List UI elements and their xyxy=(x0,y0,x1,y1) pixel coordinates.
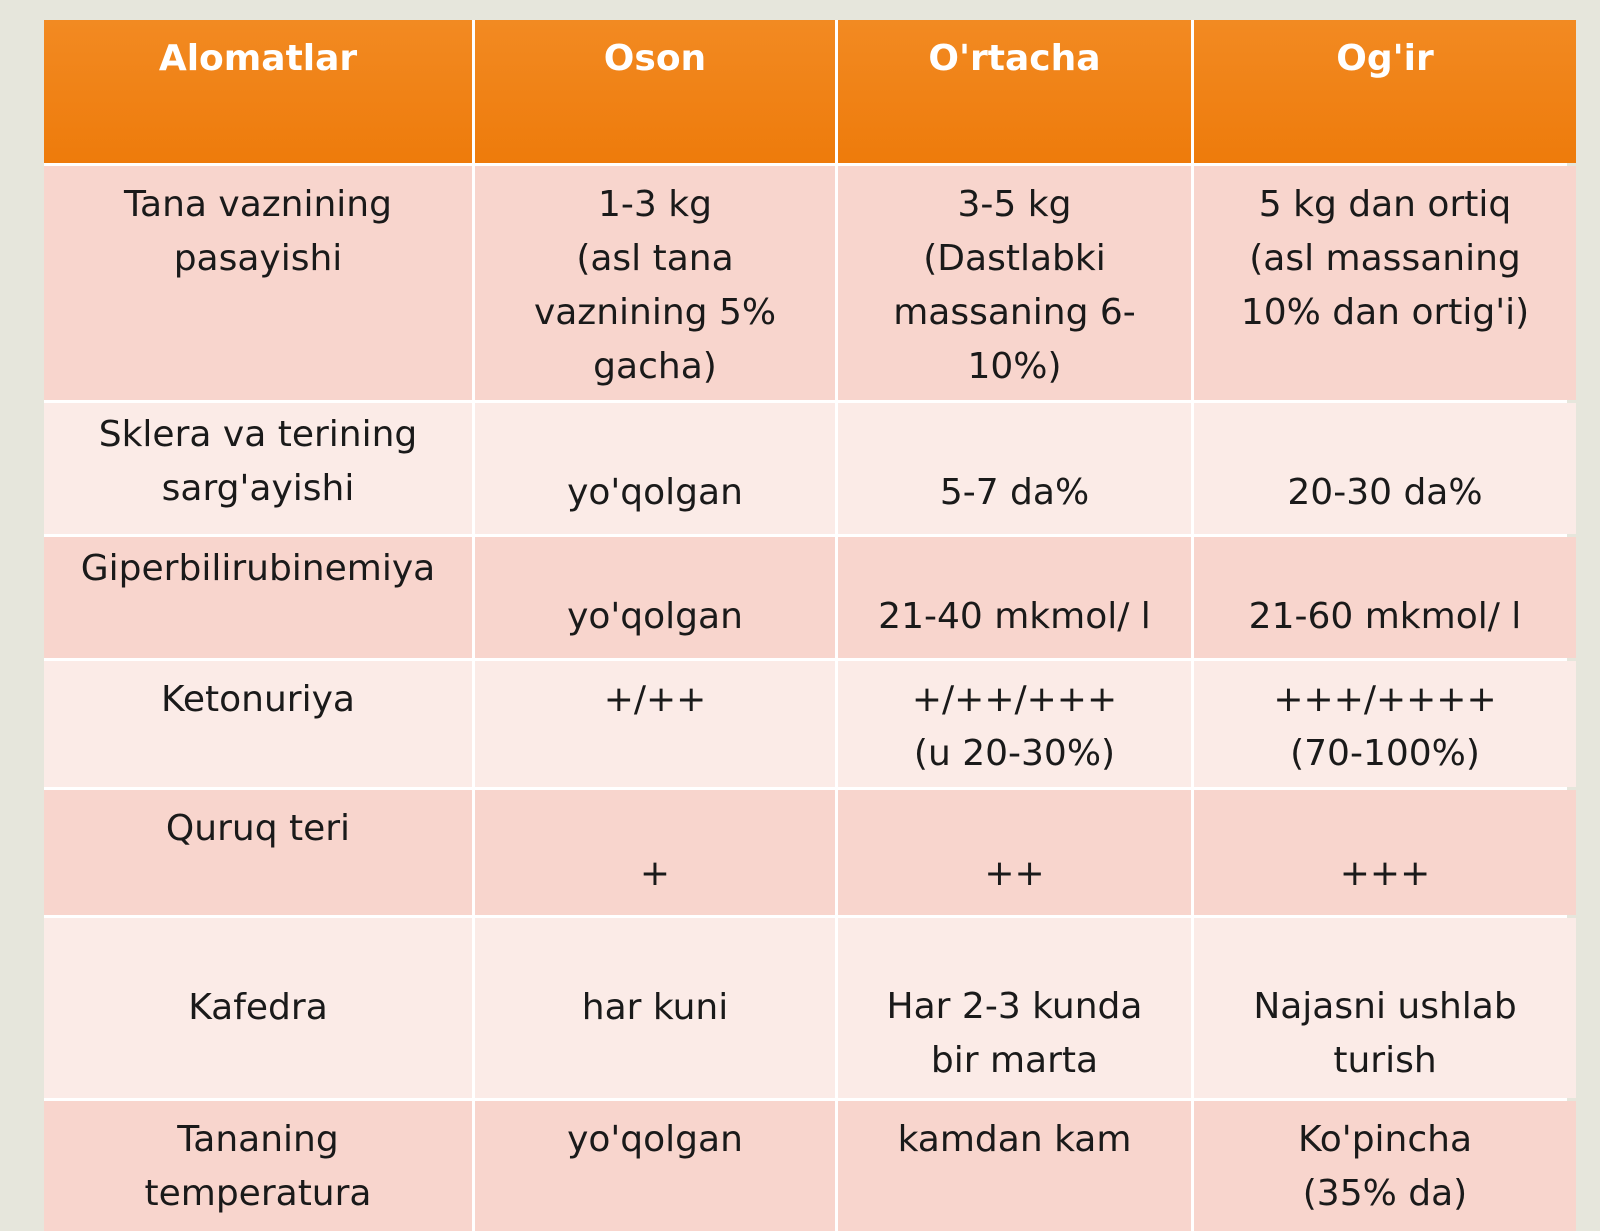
cell-text: har kuni xyxy=(581,987,729,1028)
cell-severe xyxy=(1194,918,1576,1098)
cell-text: pasayishi xyxy=(173,238,343,279)
cell-moderate xyxy=(838,537,1191,658)
cell-mild xyxy=(475,403,835,534)
cell-text: + xyxy=(639,853,671,894)
cell-text: +/++/+++ xyxy=(911,679,1118,720)
cell-symptom xyxy=(44,403,472,534)
cell-symptom xyxy=(44,1101,472,1231)
cell-text: 21-60 mkmol/ l xyxy=(1248,596,1522,637)
cell-text: temperatura xyxy=(144,1173,372,1214)
cell-text: 3-5 kg xyxy=(957,184,1072,225)
cell-text: (70-100%) xyxy=(1290,733,1480,774)
cell-text: Sklera va terining xyxy=(98,414,418,455)
cell-text: 21-40 mkmol/ l xyxy=(878,596,1151,637)
cell-text: yo'qolgan xyxy=(567,596,743,637)
cell-text: 5 kg dan ortiq xyxy=(1258,184,1512,225)
cell-text: (u 20-30%) xyxy=(913,733,1116,774)
cell-text: vaznining 5% xyxy=(533,292,777,333)
cell-text: (asl tana xyxy=(576,238,734,279)
cell-symptom xyxy=(44,918,472,1098)
cell-text: +/++ xyxy=(603,679,707,720)
cell-text: +++/++++ xyxy=(1273,679,1497,720)
cell-text: ++ xyxy=(984,853,1045,894)
header-symptoms xyxy=(44,20,472,163)
cell-text: 20-30 da% xyxy=(1287,472,1483,513)
cell-text: 10%) xyxy=(967,346,1062,387)
cell-text: (asl massaning xyxy=(1249,238,1521,279)
header-label: Oson xyxy=(603,38,707,79)
cell-symptom xyxy=(44,166,472,400)
cell-text: 1-3 kg xyxy=(598,184,712,225)
cell-text: +++ xyxy=(1339,853,1431,894)
cell-severe xyxy=(1194,1101,1576,1231)
cell-moderate xyxy=(838,918,1191,1098)
cell-text: Tananing xyxy=(177,1119,339,1160)
cell-moderate xyxy=(838,1101,1191,1231)
cell-text: Ko'pincha xyxy=(1297,1119,1473,1160)
cell-text: kamdan kam xyxy=(897,1119,1132,1160)
cell-moderate xyxy=(838,166,1191,400)
cell-text: Giperbilirubinemiya xyxy=(80,548,436,589)
cell-moderate xyxy=(838,790,1191,915)
cell-severe xyxy=(1194,166,1576,400)
cell-text: bir marta xyxy=(930,1040,1099,1081)
cell-text: Kafedra xyxy=(188,987,328,1028)
cell-mild xyxy=(475,918,835,1098)
cell-mild xyxy=(475,166,835,400)
cell-mild xyxy=(475,1101,835,1231)
header-mild xyxy=(475,20,835,163)
cell-text: Najasni ushlab xyxy=(1253,986,1517,1027)
cell-text: 5-7 da% xyxy=(939,472,1090,513)
cell-text: yo'qolgan xyxy=(567,1119,743,1160)
cell-mild xyxy=(475,790,835,915)
cell-text: massaning 6- xyxy=(893,292,1136,333)
header-moderate xyxy=(838,20,1191,163)
cell-severe xyxy=(1194,537,1576,658)
cell-text: Ketonuriya xyxy=(161,679,355,720)
cell-severe xyxy=(1194,403,1576,534)
cell-text: Quruq teri xyxy=(165,808,351,849)
cell-text: (Dastlabki xyxy=(923,238,1106,279)
header-label: O'rtacha xyxy=(928,38,1101,79)
cell-text: gacha) xyxy=(593,346,717,387)
cell-symptom xyxy=(44,790,472,915)
cell-text: yo'qolgan xyxy=(567,472,743,513)
cell-text: 10% dan ortig'i) xyxy=(1240,292,1530,333)
cell-mild xyxy=(475,537,835,658)
header-severe xyxy=(1194,20,1576,163)
cell-symptom xyxy=(44,661,472,787)
cell-moderate xyxy=(838,661,1191,787)
cell-moderate xyxy=(838,403,1191,534)
cell-text: (35% da) xyxy=(1302,1173,1468,1214)
cell-text: Har 2-3 kunda xyxy=(886,986,1143,1027)
cell-severe xyxy=(1194,661,1576,787)
cell-text: sarg'ayishi xyxy=(161,468,355,509)
header-label: Alomatlar xyxy=(158,38,358,79)
cell-severe xyxy=(1194,790,1576,915)
cell-symptom xyxy=(44,537,472,658)
cell-text: turish xyxy=(1333,1040,1437,1081)
cell-text: Tana vaznining xyxy=(124,184,392,225)
header-label: Og'ir xyxy=(1336,38,1434,79)
symptom-severity-table xyxy=(44,20,1567,1231)
cell-mild xyxy=(475,661,835,787)
